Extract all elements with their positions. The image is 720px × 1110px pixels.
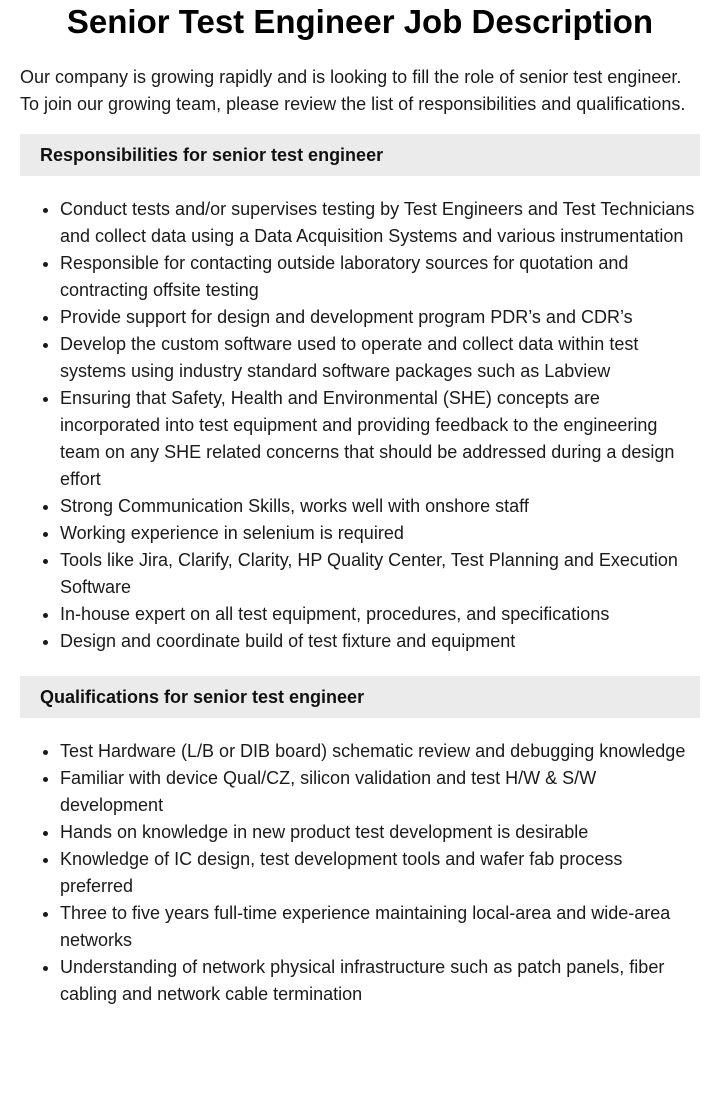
intro-paragraph: Our company is growing rapidly and is looking to fill the role of senior test engineer. To join our growing team, please review the list of responsibilities and qualifications. — [20, 67, 686, 114]
list-item: • Design and coordinate build of test fixture and equipment — [60, 628, 700, 655]
list-item: • Conduct tests and/or supervises testing by Test Engineers and Test Technicians and collect data using a Data Acquisition Systems and various instrumentation — [60, 196, 700, 250]
qualifications-heading: Qualifications for senior test engineer — [20, 676, 700, 718]
list-item: • Tools like Jira, Clarify, Clarity, HP Quality Center, Test Planning and Execution Software — [60, 547, 700, 601]
list-item: • Strong Communication Skills, works well with onshore staff — [60, 493, 700, 520]
responsibilities-heading: Responsibilities for senior test engineer — [20, 134, 700, 176]
page-title: Senior Test Engineer Job Description — [66, 3, 654, 40]
list-item: • Responsible for contacting outside laboratory sources for quotation and contracting offsite testing — [60, 250, 700, 304]
list-item: • Ensuring that Safety, Health and Environmental (SHE) concepts are incorporated into test equipment and providing feedback to the engineering team on any SHE related concerns that should be addressed during a design effort — [60, 385, 700, 493]
list-item: • Familiar with device Qual/CZ, silicon validation and test H/W & S/W development — [60, 765, 700, 819]
list-item: • Understanding of network physical infrastructure such as patch panels, fiber cabling and network cable termination — [60, 954, 700, 1008]
responsibilities-list — [20, 196, 700, 655]
list-item: • Hands on knowledge in new product test development is desirable — [60, 819, 700, 846]
qualifications-list — [20, 738, 700, 1008]
list-item: • Working experience in selenium is required — [60, 520, 700, 547]
list-item: • Knowledge of IC design, test development tools and wafer fab process preferred — [60, 846, 700, 900]
list-item: • Test Hardware (L/B or DIB board) schematic review and debugging knowledge — [60, 738, 700, 765]
list-item: • Develop the custom software used to operate and collect data within test systems using industry standard software packages such as Labview — [60, 331, 700, 385]
list-item: • In-house expert on all test equipment, procedures, and specifications — [60, 601, 700, 628]
list-item: • Provide support for design and development program PDR’s and CDR’s — [60, 304, 700, 331]
list-item: • Three to five years full-time experience maintaining local-area and wide-area networks — [60, 900, 700, 954]
